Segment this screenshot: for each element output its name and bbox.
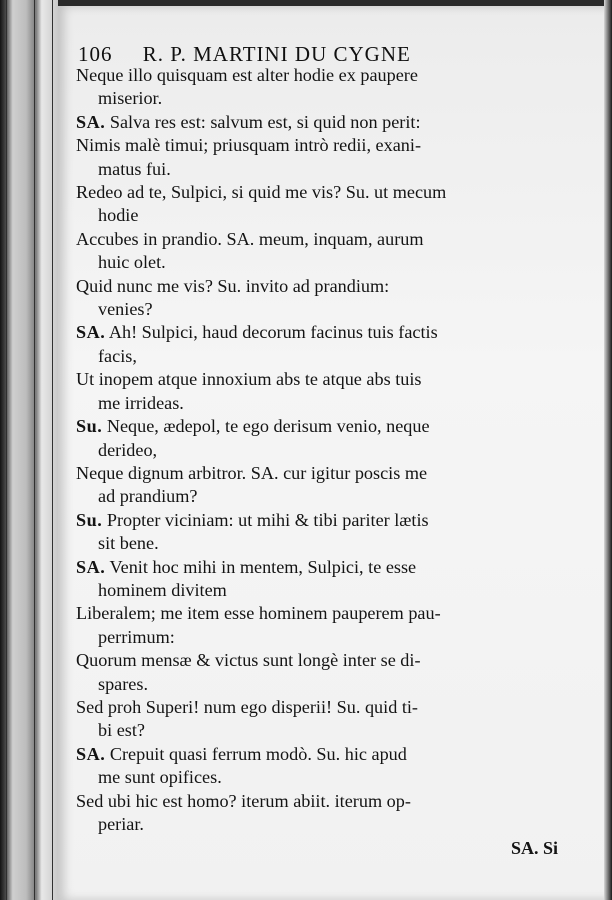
line-text: bi est? [98,720,145,741]
text-line [76,790,572,813]
gutter-line [6,0,7,900]
text-line [76,181,572,204]
line-text: huic olet. [98,252,166,273]
text-line [76,111,572,134]
line-text: Accubes in prandio. SA. meum, inquam, aurum [76,228,424,249]
running-title: R. P. MARTINI DU CYGNE [142,42,411,66]
line-text: Ah! Sulpici, haud decorum facinus tuis factis [105,322,438,343]
text-line [76,368,572,391]
line-text: Redeo ad te, Sulpici, si quid me vis? Su. ut mecum [76,182,447,203]
text-line [76,556,572,579]
text-line [76,532,572,555]
text-line [76,649,572,672]
line-text: hominem divitem [98,579,227,600]
line-text: spares. [98,673,148,694]
line-text: Propter viciniam: ut mihi & tibi pariter lætis [102,509,429,530]
text-line [76,228,572,251]
speaker-label: SA. [76,743,106,764]
line-text: periar. [98,814,144,834]
speaker-label: Su. [76,509,103,530]
text-line [76,87,572,110]
line-text: Neque, ædepol, te ego derisum venio, neque [102,416,430,437]
text-line [76,392,572,415]
book-gutter [0,0,58,900]
page-edge-shadow [604,0,612,900]
text-line [76,462,572,485]
line-text: Nimis malè timui; priusquam intrò redii, exani- [76,135,421,156]
speaker-label: SA. [76,556,106,577]
line-text: facis, [98,345,137,366]
line-text: Crepuit quasi ferrum modò. Su. hic apud [105,743,407,764]
line-text: Sed ubi hic est homo? iterum abiit. iterum op- [76,790,411,811]
text-line [76,158,572,181]
line-text: Sed proh Superi! num ego disperii! Su. quid ti- [76,696,418,717]
line-text: venies? [98,299,153,320]
line-text: Ut inopem atque innoxium abs te atque abs tuis [76,369,422,390]
text-line [76,415,572,438]
text-line [76,134,572,157]
text-line [76,579,572,602]
gutter-line [34,0,35,900]
text-line [76,204,572,227]
line-text: Neque illo quisquam est alter hodie ex paupere [76,65,418,85]
dialogue-text [76,64,572,836]
text-line [76,813,572,836]
line-text: Quid nunc me vis? Su. invito ad prandium: [76,275,390,296]
catchword: SA. Si [510,838,558,858]
text-line [76,509,572,532]
line-text: hodie [98,205,139,226]
speaker-label: Su. [76,416,103,437]
text-line [76,743,572,766]
text-line [76,485,572,508]
text-line [76,275,572,298]
text-line [76,626,572,649]
line-text: miserior. [98,88,163,109]
text-line [76,719,572,742]
speaker-label: SA. [76,322,106,343]
line-text: sit bene. [98,533,159,554]
text-line [76,298,572,321]
text-line [76,345,572,368]
text-line [76,602,572,625]
line-text: perrimum: [98,626,175,647]
text-line [76,321,572,344]
page-number: 106 [78,42,113,66]
text-line [76,439,572,462]
text-line [76,64,572,87]
line-text: matus fui. [98,158,171,179]
line-text: Quorum mensæ & victus sunt longè inter se di- [76,650,421,671]
gutter-line [52,0,53,900]
line-text: Neque dignum arbitror. SA. cur igitur poscis me [76,462,428,483]
text-line [76,766,572,789]
line-text: me sunt opifices. [98,767,222,788]
line-text: Salva res est: salvum est, si quid non perit: [105,111,421,132]
speaker-label: SA. [76,111,106,132]
line-text: Venit hoc mihi in mentem, Sulpici, te esse [105,556,417,577]
line-text: ad prandium? [98,486,198,507]
text-line [76,696,572,719]
line-text: derideo, [98,439,158,460]
text-line [76,251,572,274]
text-line [76,673,572,696]
line-text: me irrideas. [98,392,184,413]
line-text: Liberalem; me item esse hominem pauperem pau- [76,603,441,624]
